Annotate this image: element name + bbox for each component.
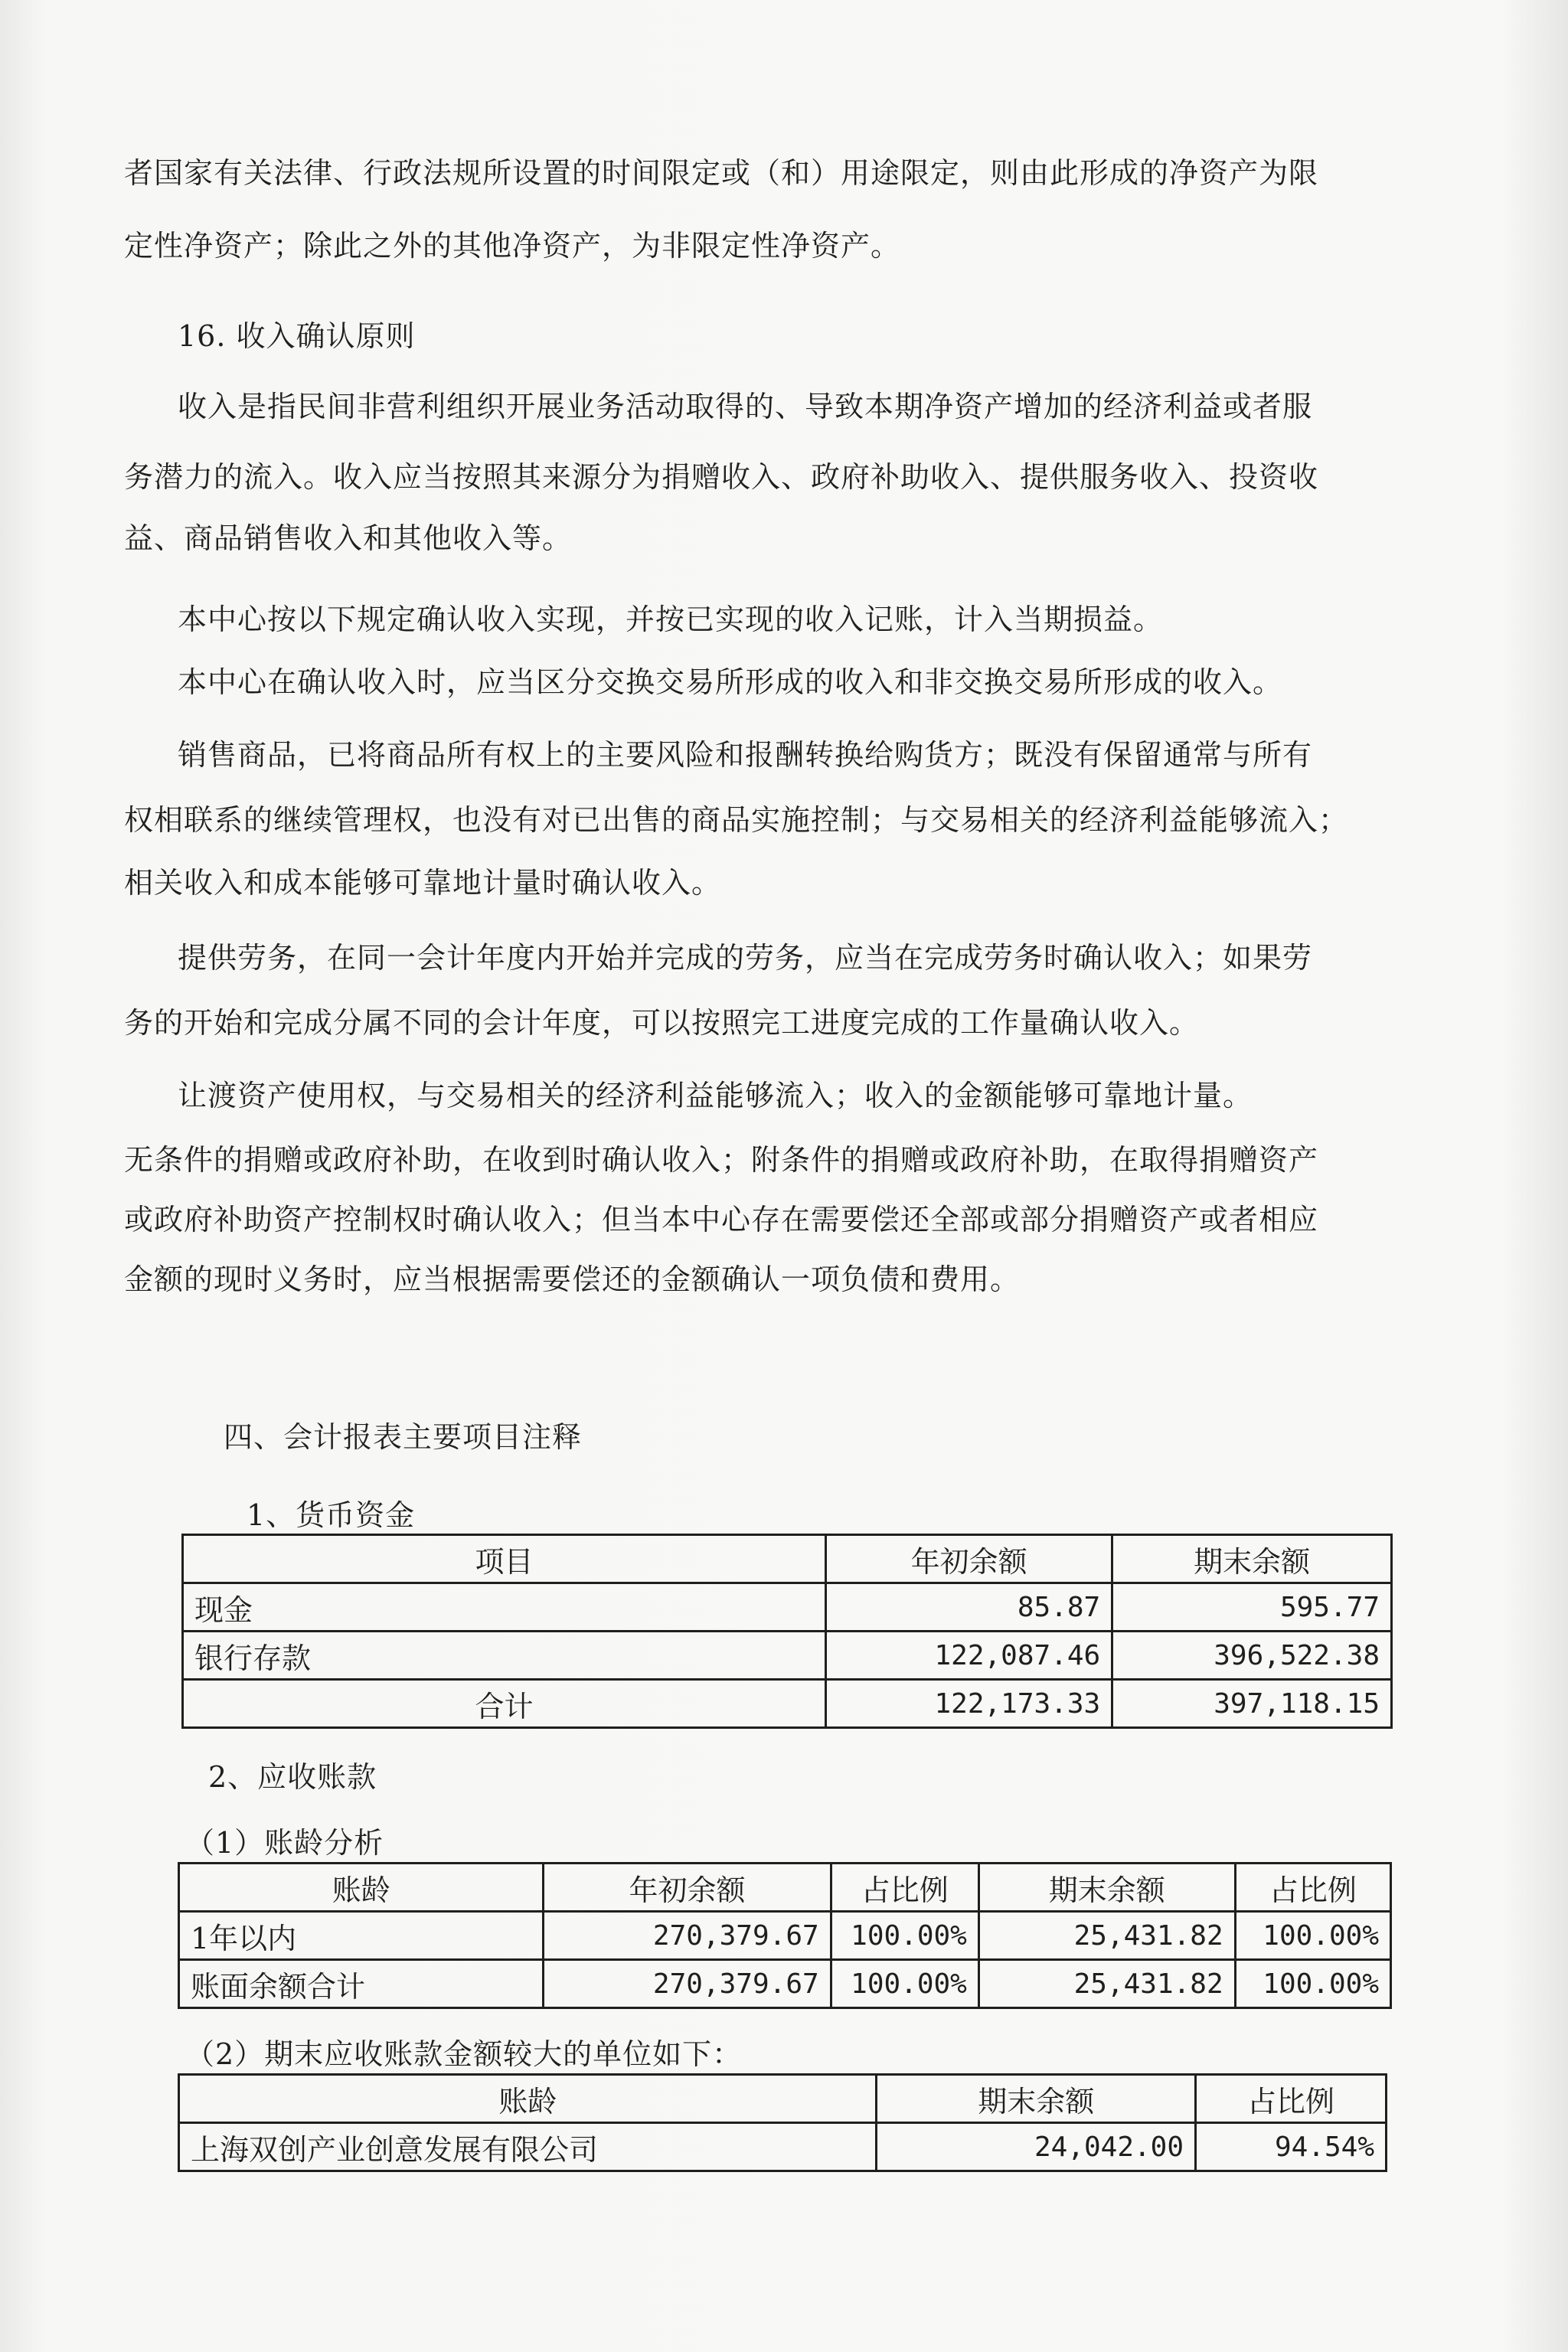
paragraph-line: 本中心按以下规定确认收入实现，并按已实现的收入记账，计入当期损益。 — [178, 603, 1164, 636]
cash-section-title: 1、货币资金 — [247, 1498, 416, 1532]
section-16-heading: 16. 收入确认原则 — [178, 319, 416, 353]
table-row — [183, 1680, 1392, 1728]
cell-opening: 270,379.67 — [544, 1960, 831, 2008]
cell-item: 现金 — [183, 1583, 826, 1632]
cell-closing: 397,118.15 — [1112, 1680, 1392, 1728]
cell-item: 银行存款 — [183, 1632, 826, 1680]
table-row — [179, 2123, 1387, 2171]
cell-opening: 270,379.67 — [544, 1912, 831, 1960]
table-row — [179, 1960, 1391, 2008]
cell-aging: 1年以内 — [179, 1912, 544, 1960]
paragraph-line: 无条件的捐赠或政府补助，在收到时确认收入；附条件的捐赠或政府补助，在取得捐赠资产 — [124, 1143, 1319, 1177]
paragraph-line: 益、商品销售收入和其他收入等。 — [124, 521, 573, 555]
paragraph-line: 相关收入和成本能够可靠地计量时确认收入。 — [124, 866, 722, 900]
header-closing: 期末余额 — [877, 2075, 1196, 2123]
header-opening: 年初余额 — [544, 1864, 831, 1912]
table-header-row — [183, 1535, 1392, 1583]
cell-closing: 25,431.82 — [978, 1912, 1235, 1960]
header-closing: 期末余额 — [978, 1864, 1235, 1912]
cell-ratio: 94.54% — [1196, 2123, 1387, 2171]
header-item: 项目 — [183, 1535, 826, 1583]
cell-ratio: 100.00% — [831, 1912, 978, 1960]
cell-ratio: 100.00% — [831, 1960, 978, 2008]
aging-analysis-title: （1）账龄分析 — [185, 1826, 384, 1860]
paragraph-line: 收入是指民间非营利组织开展业务活动取得的、导致本期净资产增加的经济利益或者服 — [178, 390, 1313, 423]
paragraph-line: 金额的现时义务时，应当根据需要偿还的金额确认一项负债和费用。 — [124, 1263, 1021, 1296]
cell-opening: 122,087.46 — [825, 1632, 1112, 1680]
header-ratio: 占比例 — [831, 1864, 978, 1912]
table-header-row — [179, 1864, 1391, 1912]
major-receivables-table — [178, 2073, 1387, 2172]
cell-item: 合计 — [183, 1680, 826, 1728]
paragraph-line: 务潜力的流入。收入应当按照其来源分为捐赠收入、政府补助收入、提供服务收入、投资收 — [124, 460, 1319, 494]
header-aging: 账龄 — [179, 2075, 877, 2123]
paragraph-line: 提供劳务，在同一会计年度内开始并完成的劳务，应当在完成劳务时确认收入；如果劳 — [178, 941, 1313, 975]
header-opening: 年初余额 — [825, 1535, 1112, 1583]
table-row — [179, 1912, 1391, 1960]
paragraph-line: 者国家有关法律、行政法规所设置的时间限定或（和）用途限定，则由此形成的净资产为限 — [124, 156, 1319, 190]
paragraph-line: 销售商品，已将商品所有权上的主要风险和报酬转换给购货方；既没有保留通常与所有 — [178, 738, 1313, 772]
header-ratio: 占比例 — [1235, 1864, 1390, 1912]
major-receivables-title: （2）期末应收账款金额较大的单位如下： — [185, 2037, 743, 2071]
paragraph-line: 定性净资产；除此之外的其他净资产，为非限定性净资产。 — [124, 229, 901, 263]
cell-opening: 85.87 — [825, 1583, 1112, 1632]
header-closing: 期末余额 — [1112, 1535, 1392, 1583]
cell-ratio: 100.00% — [1235, 1912, 1390, 1960]
receivables-section-title: 2、应收账款 — [208, 1760, 377, 1794]
header-aging: 账龄 — [179, 1864, 544, 1912]
paragraph-line: 权相联系的继续管理权，也没有对已出售的商品实施控制；与交易相关的经济利益能够流入； — [124, 803, 1349, 837]
aging-table — [178, 1862, 1392, 2009]
cell-closing: 24,042.00 — [877, 2123, 1196, 2171]
table-header-row — [179, 2075, 1387, 2123]
cell-closing: 595.77 — [1112, 1583, 1392, 1632]
cell-opening: 122,173.33 — [825, 1680, 1112, 1728]
section-4-title: 四、会计报表主要项目注释 — [224, 1420, 583, 1454]
paragraph-line: 本中心在确认收入时，应当区分交换交易所形成的收入和非交换交易所形成的收入。 — [178, 665, 1283, 699]
table-row — [183, 1632, 1392, 1680]
paragraph-line: 让渡资产使用权，与交易相关的经济利益能够流入；收入的金额能够可靠地计量。 — [178, 1079, 1253, 1112]
cell-closing: 25,431.82 — [978, 1960, 1235, 2008]
cell-company: 上海双创产业创意发展有限公司 — [179, 2123, 877, 2171]
paragraph-line: 或政府补助资产控制权时确认收入；但当本中心存在需要偿还全部或部分捐赠资产或者相应 — [124, 1203, 1319, 1236]
cell-aging: 账面余额合计 — [179, 1960, 544, 2008]
header-ratio: 占比例 — [1196, 2075, 1387, 2123]
cell-closing: 396,522.38 — [1112, 1632, 1392, 1680]
cash-table — [181, 1534, 1393, 1729]
cell-ratio: 100.00% — [1235, 1960, 1390, 2008]
paragraph-line: 务的开始和完成分属不同的会计年度，可以按照完工进度完成的工作量确认收入。 — [124, 1006, 1200, 1040]
table-row — [183, 1583, 1392, 1632]
